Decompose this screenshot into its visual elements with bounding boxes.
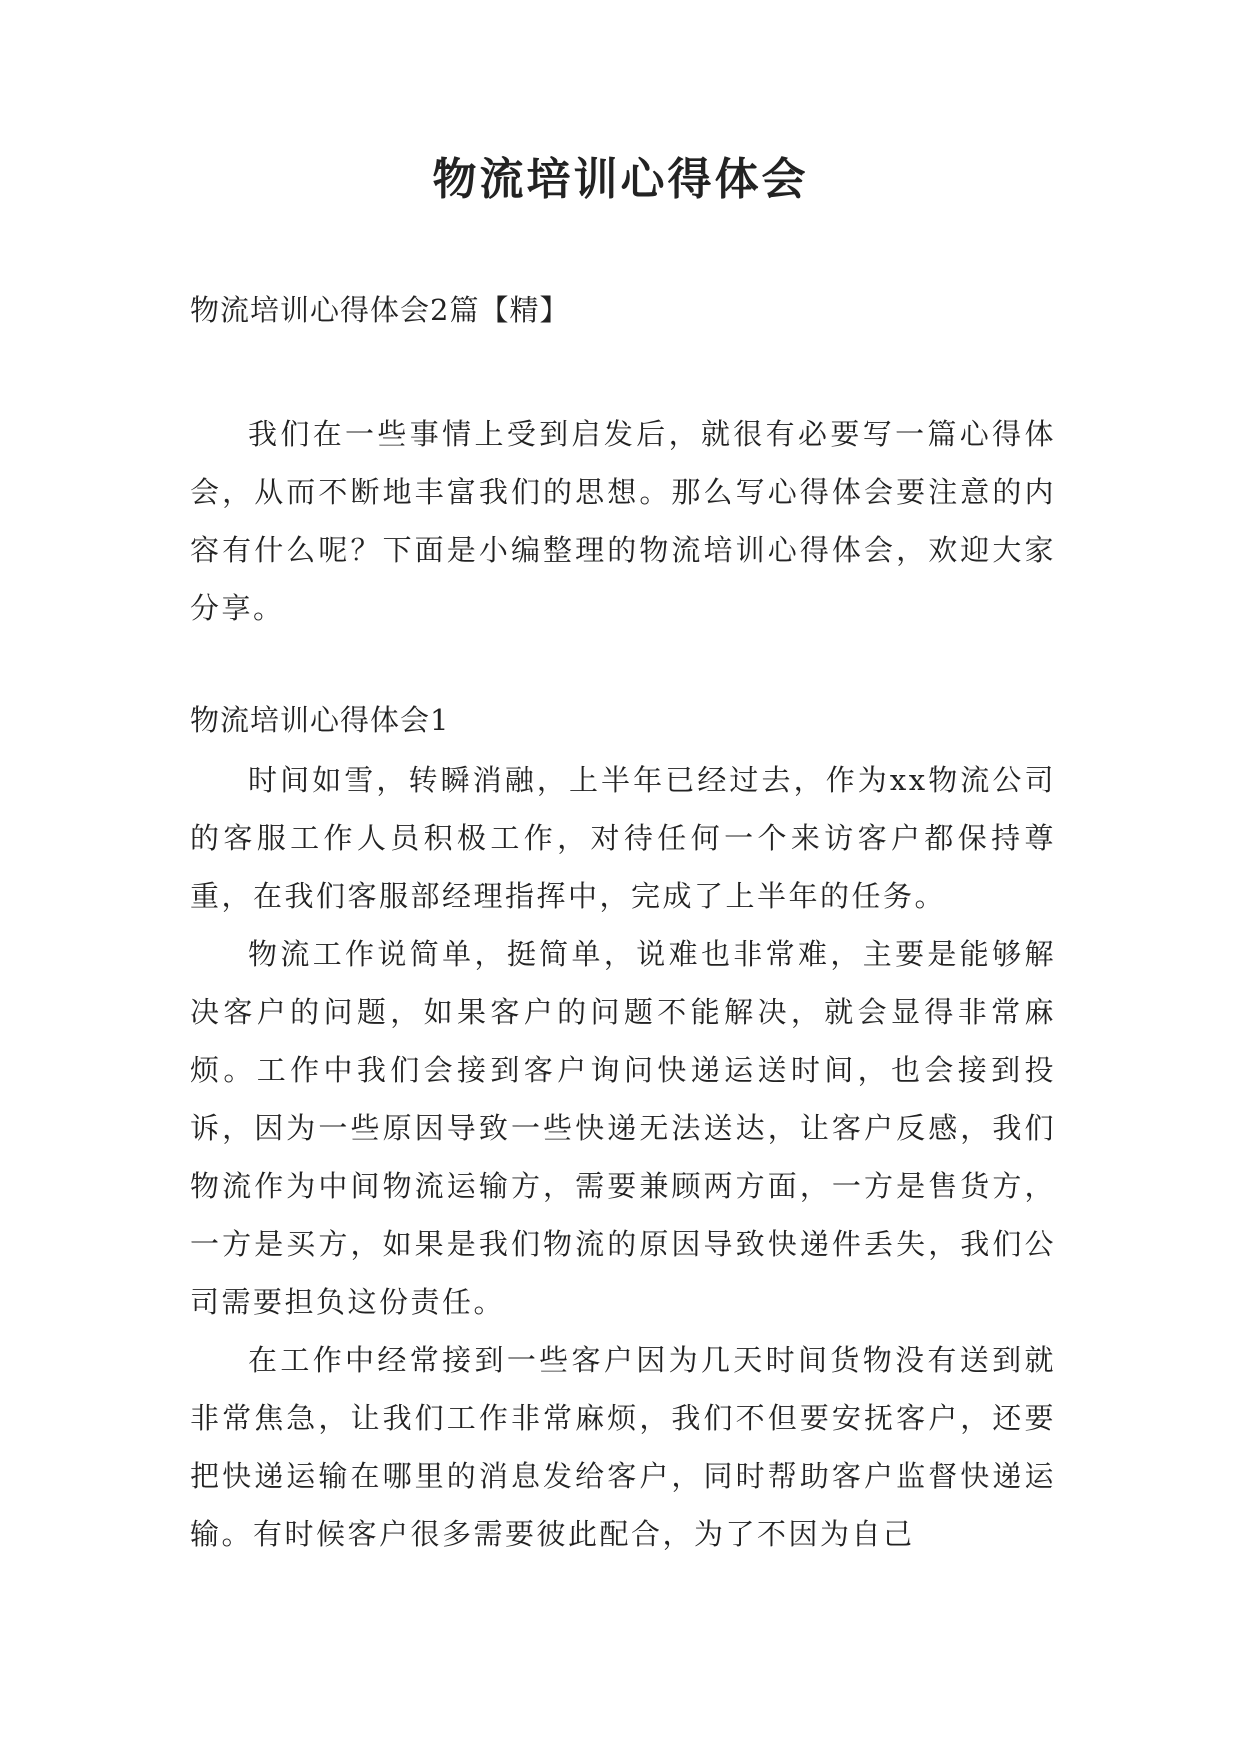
body-paragraph: 在工作中经常接到一些客户因为几天时间货物没有送到就非常焦急，让我们工作非常麻烦，我们不但要安抚客户，还要把快递运输在哪里的消息发给客户，同时帮助客户监督快递运输。有时候客户很多需要彼此配合，为了不因为自己 [190,1343,1056,1551]
section-body [190,751,1056,1563]
section-heading: 物流培训心得体会1 [190,703,450,737]
body-paragraph: 物流工作说简单，挺简单，说难也非常难，主要是能够解决客户的问题，如果客户的问题不能解决，就会显得非常麻烦。工作中我们会接到客户询问快递运送时间，也会接到投诉，因为一些原因导致一些快递无法送达，让客户反感，我们物流作为中间物流运输方，需要兼顾两方面，一方是售货方，一方是买方，如果是我们物流的原因导致快递件丢失，我们公司需要担负这份责任。 [190,937,1056,1319]
intro-paragraph: 我们在一些事情上受到启发后，就很有必要写一篇心得体会，从而不断地丰富我们的思想。那么写心得体会要注意的内容有什么呢？下面是小编整理的物流培训心得体会，欢迎大家分享。 [190,417,1056,625]
body-paragraph: 时间如雪，转瞬消融，上半年已经过去，作为xx物流公司的客服工作人员积极工作，对待任何一个来访客户都保持尊重，在我们客服部经理指挥中，完成了上半年的任务。 [190,763,1056,913]
document-subtitle: 物流培训心得体会2篇【精】 [190,293,570,327]
document-title: 物流培训心得体会 [432,154,809,205]
intro-block [190,405,1056,637]
